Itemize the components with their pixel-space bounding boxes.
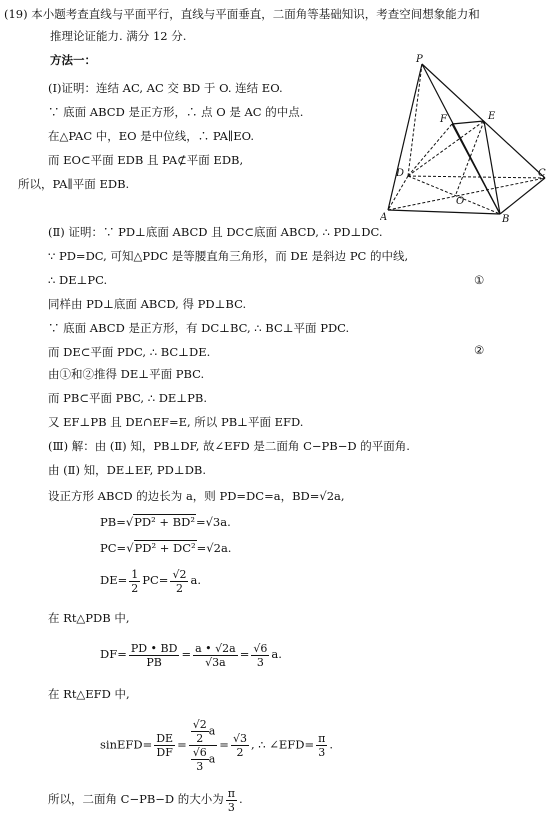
de-frac-root2: $\frac{√2}{2}$ (172, 567, 187, 595)
sin-eq: = (177, 737, 187, 752)
header-line-2: 推理论证能力. 满分 12 分. (50, 29, 187, 43)
sin-end: . (329, 737, 333, 752)
part2-line-1: (Ⅱ) 证明：∵ PD⊥底面 ABCD 且 DC⊂底面 ABCD, ∴ PD⊥DC. (48, 225, 383, 239)
df-frac-1: $\frac{PD • BD}{PB}$ (130, 641, 178, 669)
pb-radicand: PD² + BD² (134, 515, 195, 529)
de-end: a. (190, 573, 201, 587)
pc-formula: PC=√PD² + DC²=√2a. (100, 541, 232, 555)
marker-1: ① (474, 273, 485, 287)
pc-value: =√2a. (196, 541, 232, 555)
part2-line-7: 由①和②推得 DE⊥平面 PBC. (48, 367, 205, 381)
part2-line-6: 而 DE⊂平面 PDC, ∴ BC⊥DE. (48, 345, 211, 359)
method-title: 方法一： (50, 53, 96, 67)
label-E: E (488, 111, 496, 122)
label-B: B (502, 214, 510, 222)
de-mid: PC= (142, 573, 169, 587)
final-text: 所以，二面角 C−PB−D 的大小为 (48, 792, 224, 806)
df-formula (100, 638, 282, 670)
marker-2: ② (474, 343, 485, 357)
pb-lhs: PB= (100, 515, 126, 529)
part2-line-4: 同样由 PD⊥底面 ABCD, 得 PD⊥BC. (48, 297, 247, 311)
pb-formula: PB=√PD² + BD²=√3a. (100, 515, 231, 529)
sin-frac-compound (189, 718, 218, 773)
sin-frac-top: $\frac{√2}{2}$ a (189, 718, 218, 746)
df-frac-3: $\frac{√6}{3}$ (253, 641, 268, 669)
sin-frac-pi: $\frac{\pi}{3}$ (318, 732, 326, 759)
header-line-1: (19) 本小题考查直线与平面平行，直线与平面垂直，二面角等基础知识，考查空间想象能力和 (4, 7, 480, 21)
part3-line-2: 由 (Ⅱ) 知，DE⊥EF, PD⊥DB. (48, 463, 207, 477)
part2-line-3: ∴ DE⊥PC. (48, 273, 108, 287)
label-C: C (538, 168, 546, 179)
label-A: A (380, 212, 388, 222)
part2-line-2: ∵ PD=DC, 可知△PDC 是等腰直角三角形，而 DE 是斜边 PC 的中线, (48, 249, 409, 263)
part3-line-1: (Ⅲ) 解：由 (Ⅱ) 知，PB⊥DF, 故∠EFD 是二面角 C−PB−D 的平面角. (48, 439, 410, 453)
pb-value: =√3a. (195, 515, 231, 529)
de-lhs: DE= (100, 573, 128, 587)
de-formula (100, 566, 201, 595)
part2-line-8: 而 PB⊂平面 PBC, ∴ DE⊥PB. (48, 391, 207, 405)
final-end: . (239, 792, 243, 806)
label-O: O (456, 196, 465, 207)
df-frac-2: $\frac{a • √2a}{√3a}$ (195, 641, 236, 669)
label-P: P (416, 54, 423, 65)
label-F: F (440, 114, 447, 125)
sin-frac-1: $\frac{DE}{DF}$ (156, 732, 174, 759)
part2-line-5: ∵ 底面 ABCD 是正方形，有 DC⊥BC, ∴ BC⊥平面 PDC. (48, 321, 350, 335)
label-D: D (396, 168, 405, 179)
pc-radicand: PD² + DC² (134, 541, 196, 555)
sin-frac-3: $\frac{√3}{2}$ (232, 732, 247, 759)
sin-lhs: sinEFD= (100, 737, 153, 752)
final-frac-pi: $\frac{\pi}{3}$ (227, 786, 236, 814)
part1-line-4: 而 EO⊂平面 EDB 且 PA⊄平面 EDB, (48, 153, 244, 167)
pyramid-figure (380, 52, 548, 222)
de-frac-half: $\frac{1}{2}$ (131, 567, 139, 595)
rt-pdb-label: 在 Rt△PDB 中, (48, 611, 130, 625)
part3-line-3: 设正方形 ABCD 的边长为 a，则 PD=DC=a，BD=√2a, (48, 489, 345, 503)
df-eq: = (181, 647, 192, 661)
df-end: a. (271, 647, 282, 661)
sin-conclusion: , ∴ ∠EFD= (250, 737, 315, 752)
sin-frac-bottom: $\frac{√6}{3}$ a (192, 746, 216, 773)
part2-line-9: 又 EF⊥PB 且 DE∩EF=E, 所以 PB⊥平面 EFD. (48, 415, 304, 429)
part1-line-3: 在△PAC 中，EO 是中位线，∴ PA∥EO. (48, 129, 255, 143)
rt-efd-label: 在 Rt△EFD 中, (48, 687, 130, 701)
final-answer (48, 786, 243, 814)
sin-formula (100, 718, 333, 773)
pc-lhs: PC= (100, 541, 127, 555)
part1-line-1: (Ⅰ)证明：连结 AC, AC 交 BD 于 O. 连结 EO. (48, 81, 283, 95)
df-eq2: = (239, 647, 250, 661)
sin-eq2: = (219, 737, 229, 752)
part1-line-5: 所以，PA∥平面 EDB. (18, 177, 130, 191)
df-lhs: DF= (100, 647, 127, 661)
part1-line-2: ∵ 底面 ABCD 是正方形，∴ 点 O 是 AC 的中点. (48, 105, 304, 119)
